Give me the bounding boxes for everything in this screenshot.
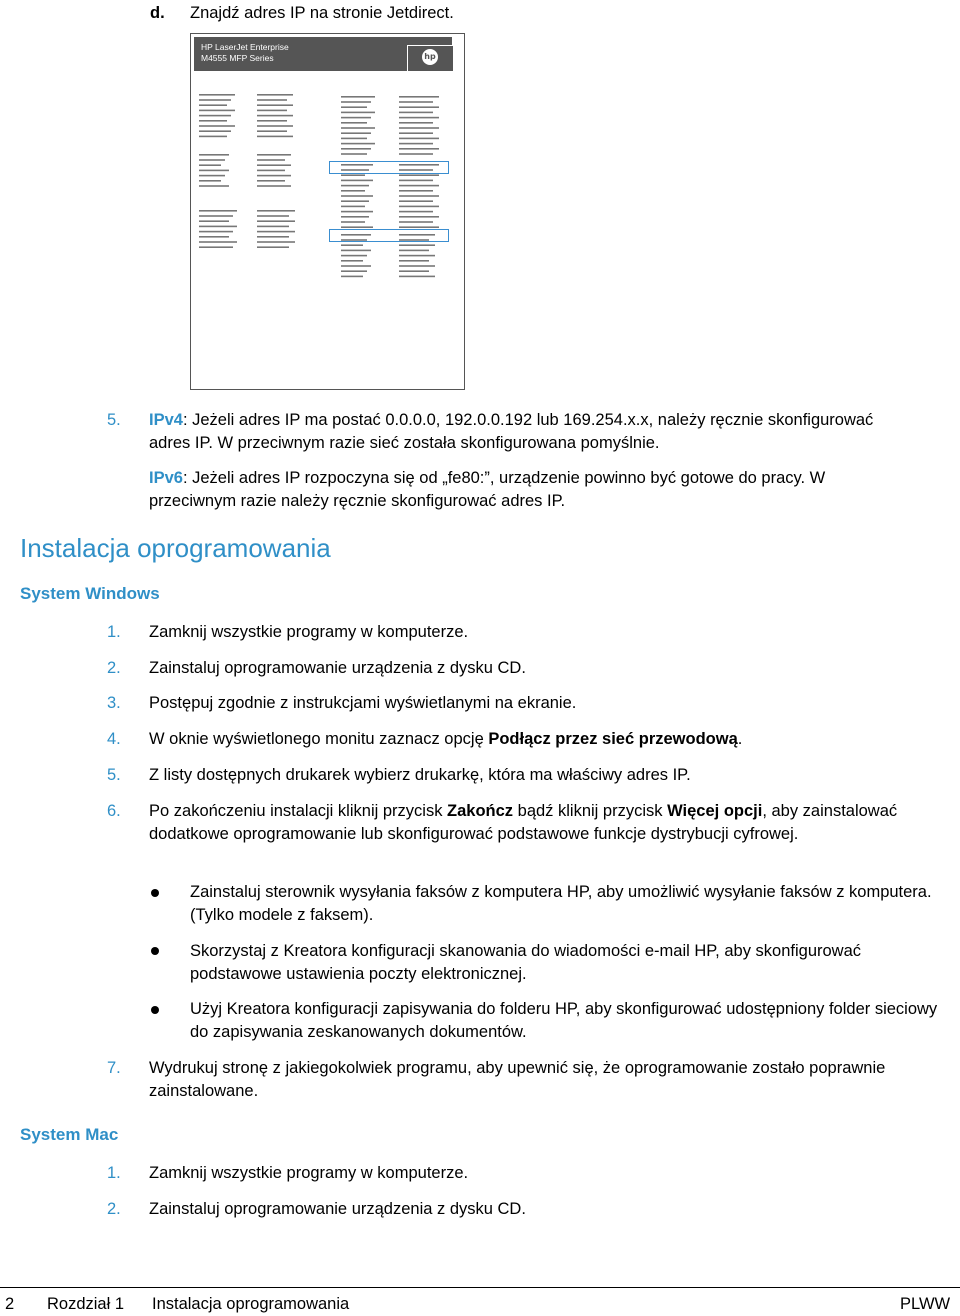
config-text-line [341, 122, 367, 124]
config-text-line [257, 94, 293, 96]
config-text-line [399, 117, 439, 119]
config-text-line [399, 180, 433, 182]
config-text-line [341, 127, 375, 129]
config-text-line [257, 226, 289, 228]
config-text-line [257, 220, 295, 222]
config-text-line [199, 210, 237, 212]
config-text-line [399, 265, 435, 267]
config-text-line [399, 106, 439, 108]
config-text-line [399, 190, 433, 192]
config-text-line [399, 216, 439, 218]
config-text-line [199, 115, 231, 117]
bullet-scan-to-email: Skorzystaj z Kreatora konfiguracji skanowania do wiadomości e-mail HP, aby skonfigurować podstawowe ustawienia poczty elektronicznej. [190, 942, 862, 983]
windows-heading: System Windows [20, 584, 160, 603]
win-step-6-pre: Po zakończeniu instalacji kliknij przycisk [149, 802, 448, 820]
ipv4-highlight-box [329, 161, 449, 174]
config-text-line [257, 159, 285, 161]
config-text-line [399, 138, 439, 140]
config-text-line [399, 260, 429, 262]
config-text-line [341, 143, 375, 145]
config-text-line [341, 106, 367, 108]
config-text-line [341, 148, 371, 150]
config-text-line [257, 110, 287, 112]
config-text-line [399, 148, 439, 150]
step-5-ipv6-text [149, 467, 889, 512]
mac-step-1-text: Zamknij wszystkie programy w komputerze. [149, 1164, 469, 1182]
footer-page-number: 2 [5, 1295, 15, 1313]
mac-step-1-number: 1. [107, 1164, 121, 1182]
config-text-line [341, 195, 373, 197]
config-text-line [399, 270, 429, 272]
win-step-4-post: . [737, 730, 743, 748]
win-step-7-text: Wydrukuj stronę z jakiegokolwiek programu, aby upewnić się, że oprogramowanie zostało poprawnie zainstalowane. [149, 1059, 886, 1100]
ipv4-description: : Jeżeli adres IP ma postać 0.0.0.0, 192.0.0.192 lub 169.254.x.x, należy ręcznie skonfigurować adres IP. W przeciwnym razie sieć została skonfigurowana pomyślnie. [149, 411, 874, 452]
config-text-line [199, 104, 227, 106]
config-text-line [257, 125, 293, 127]
config-text-line [199, 236, 229, 238]
config-text-line [341, 226, 373, 228]
config-text-line [399, 206, 439, 208]
step-5-number: 5. [107, 411, 121, 429]
config-text-line [399, 244, 435, 246]
section-title: Instalacja oprogramowania [20, 533, 331, 563]
config-text-line [257, 236, 289, 238]
config-text-line [399, 122, 433, 124]
config-text-line [399, 211, 433, 213]
config-text-line [257, 241, 295, 243]
config-text-line [257, 120, 287, 122]
config-text-line [399, 185, 439, 187]
config-text-line [257, 104, 293, 106]
config-text-line [257, 246, 289, 248]
config-text-line [199, 170, 229, 172]
bullet-dot [151, 889, 159, 897]
config-product-line2: M4555 MFP Series [201, 53, 274, 63]
win-step-5-number: 5. [107, 766, 121, 784]
config-text-line [199, 136, 227, 138]
config-text-line [399, 250, 429, 252]
config-text-line [257, 170, 285, 172]
jetdirect-config-page-image [190, 33, 465, 390]
config-text-line [341, 112, 375, 114]
config-text-line [399, 153, 433, 155]
config-text-line [257, 136, 293, 138]
config-text-line [341, 276, 363, 278]
win-step-6-post: , aby zainstalować dodatkowe oprogramowanie lub skonfigurować podstawowe funkcje dystrybucji cyfrowej. [149, 802, 898, 843]
ipv6-label: IPv6 [149, 469, 183, 487]
config-text-line [199, 246, 233, 248]
config-text-line [341, 185, 369, 187]
config-text-line [341, 117, 371, 119]
ipv6-highlight-box [329, 229, 449, 242]
config-text-line [399, 195, 439, 197]
hp-logo-icon: hp [407, 45, 454, 72]
config-text-line [341, 206, 365, 208]
config-text-line [257, 231, 295, 233]
footer-code: PLWW [900, 1295, 951, 1313]
mac-step-2-text: Zainstaluj oprogramowanie urządzenia z dysku CD. [149, 1200, 526, 1218]
win-step-1-text: Zamknij wszystkie programy w komputerze. [149, 623, 469, 641]
mac-step-2-number: 2. [107, 1200, 121, 1218]
config-text-line [399, 127, 439, 129]
config-text-line [399, 96, 439, 98]
win-step-4-number: 4. [107, 730, 121, 748]
config-text-line [257, 175, 291, 177]
config-text-line [199, 125, 235, 127]
config-text-line [399, 226, 439, 228]
config-text-line [399, 276, 435, 278]
config-text-line [257, 115, 293, 117]
config-text-line [341, 211, 373, 213]
config-text-line [399, 221, 433, 223]
config-text-line [199, 110, 235, 112]
mac-heading: System Mac [20, 1125, 119, 1144]
win-step-5-text: Z listy dostępnych drukarek wybierz drukarkę, która ma właściwy adres IP. [149, 766, 691, 784]
config-text-line [199, 215, 233, 217]
config-text-line [399, 143, 433, 145]
win-step-1-number: 1. [107, 623, 121, 641]
bullet-dot [151, 1006, 159, 1014]
bullet-fax-driver: Zainstaluj sterownik wysyłania faksów z komputera HP, aby umożliwić wysyłanie faksów z komputera. (Tylko modele z faksem). [190, 883, 932, 924]
win-step-6-mid: bądź kliknij przycisk [513, 802, 668, 820]
config-text-line [341, 221, 365, 223]
config-text-line [199, 154, 229, 156]
win-step-6-text [149, 800, 939, 845]
win-step-3-number: 3. [107, 694, 121, 712]
config-text-line [199, 94, 235, 96]
win-step-2-text: Zainstaluj oprogramowanie urządzenia z dysku CD. [149, 659, 526, 677]
config-text-line [341, 244, 363, 246]
config-text-line [199, 185, 229, 187]
config-product-line1: HP LaserJet Enterprise [201, 42, 289, 52]
win-step-4-pre: W oknie wyświetlonego monitu zaznacz opcję [149, 730, 489, 748]
config-text-line [399, 112, 433, 114]
ipv4-label: IPv4 [149, 411, 183, 429]
config-text-line [399, 132, 433, 134]
footer-divider [0, 1287, 960, 1288]
config-text-line [399, 200, 433, 202]
step-5-ipv4-text [149, 409, 889, 454]
bullet-save-to-folder: Użyj Kreatora konfiguracji zapisywania do folderu HP, aby skonfigurować udostępniony folder sieciowy do zapisywania zeskanowanych dokumentów. [190, 1000, 938, 1041]
win-step-3-text: Postępuj zgodnie z instrukcjami wyświetlanymi na ekranie. [149, 694, 577, 712]
config-text-line [399, 174, 439, 176]
config-text-line [341, 255, 367, 257]
config-text-line [199, 99, 231, 101]
config-text-line [199, 130, 231, 132]
config-text-line [341, 260, 363, 262]
win-step-2-number: 2. [107, 659, 121, 677]
config-text-line [341, 96, 375, 98]
ipv6-description: : Jeżeli adres IP rozpoczyna się od „fe80:”, urządzenie powinno być gotowe do pracy. W przeciwnym razie należy ręcznie skonfigurować adres IP. [149, 469, 826, 510]
config-text-line [341, 180, 373, 182]
config-text-line [257, 130, 287, 132]
config-text-line [341, 138, 367, 140]
step-d-number: d. [150, 4, 165, 22]
footer-chapter-title: Instalacja oprogramowania [152, 1295, 350, 1313]
config-text-line [341, 200, 369, 202]
config-text-line [341, 250, 371, 252]
config-text-line [199, 231, 233, 233]
win-step-6-number: 6. [107, 802, 121, 820]
config-text-line [341, 132, 371, 134]
config-text-line [199, 180, 221, 182]
config-text-line [257, 215, 289, 217]
step-d-text: Znajdź adres IP na stronie Jetdirect. [190, 4, 454, 22]
config-text-line [199, 220, 229, 222]
config-text-line [199, 164, 221, 166]
config-text-line [257, 185, 291, 187]
config-text-line [399, 101, 433, 103]
config-text-line [199, 241, 237, 243]
wired-option-label: Podłącz przez sieć przewodową [488, 730, 738, 748]
config-text-line [341, 101, 371, 103]
config-text-line [341, 190, 365, 192]
more-options-button-label: Więcej opcji [667, 802, 763, 820]
bullet-dot [151, 947, 159, 955]
config-text-line [257, 210, 295, 212]
footer-chapter: Rozdział 1 [47, 1295, 125, 1313]
config-text-line [199, 159, 225, 161]
config-text-line [199, 120, 227, 122]
config-text-line [199, 175, 225, 177]
config-text-line [341, 153, 367, 155]
config-text-line [341, 265, 371, 267]
config-text-line [341, 270, 367, 272]
config-text-line [257, 164, 291, 166]
config-text-line [341, 174, 365, 176]
config-text-lines [191, 34, 464, 389]
config-text-line [199, 226, 237, 228]
win-step-7-number: 7. [107, 1059, 121, 1077]
win-step-4-text [149, 728, 939, 751]
config-text-line [341, 216, 369, 218]
config-text-line [257, 99, 287, 101]
config-text-line [399, 255, 435, 257]
config-text-line [257, 154, 291, 156]
config-text-line [257, 180, 285, 182]
finish-button-label: Zakończ [447, 802, 514, 820]
